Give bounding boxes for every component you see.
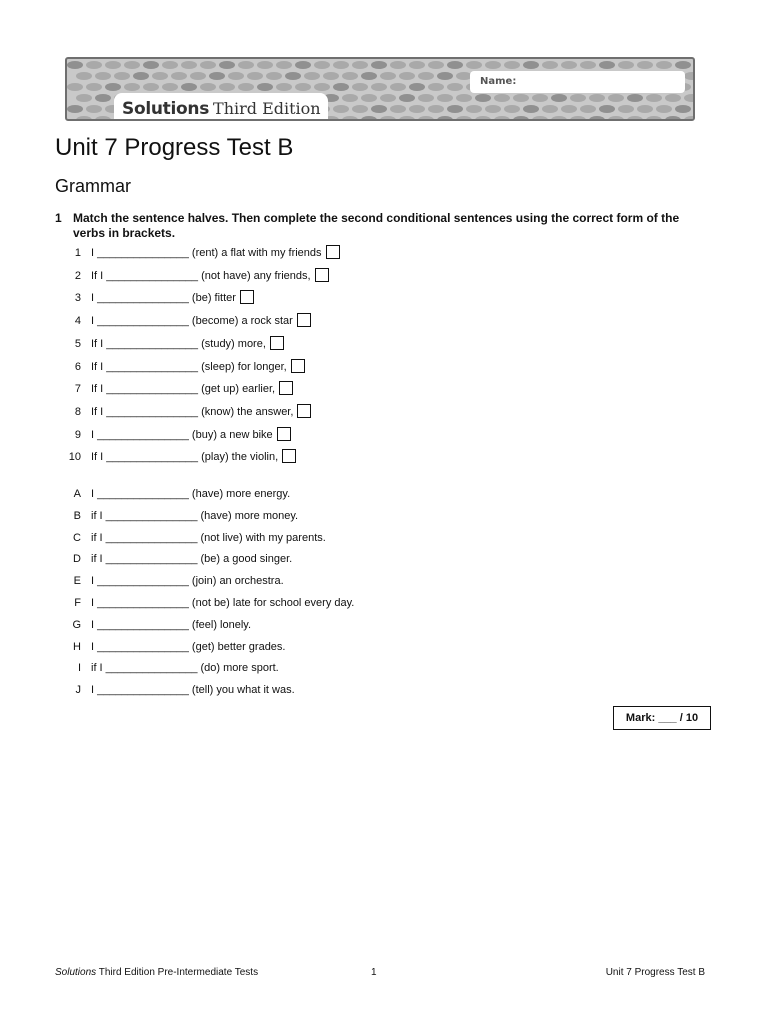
pattern-oval (390, 105, 406, 113)
item-label: 4 (74, 315, 81, 328)
item-text (91, 550, 292, 568)
pattern-oval (380, 116, 396, 121)
pattern-oval (494, 94, 510, 102)
pattern-oval (76, 116, 92, 121)
pattern-oval (399, 116, 415, 121)
answer-checkbox[interactable] (279, 381, 293, 395)
pattern-oval (86, 83, 102, 91)
answer-checkbox[interactable] (297, 313, 311, 327)
pattern-oval (570, 94, 586, 102)
item-text (91, 529, 326, 547)
pattern-oval (228, 72, 244, 80)
pattern-oval (200, 61, 216, 69)
pattern-oval (143, 83, 159, 91)
pattern-oval (599, 61, 615, 69)
pattern-oval (570, 116, 586, 121)
pattern-oval (162, 83, 178, 91)
pattern-oval (295, 61, 311, 69)
pattern-oval (200, 83, 216, 91)
pattern-oval (532, 94, 548, 102)
pattern-oval (656, 105, 672, 113)
item-label: 5 (74, 337, 81, 350)
item-label: F (74, 597, 81, 609)
pattern-oval (276, 83, 292, 91)
sentence-text: I _______________ (be) fitter (91, 292, 236, 305)
item-text (91, 681, 295, 699)
item-text (91, 448, 296, 466)
pattern-oval (105, 83, 121, 91)
pattern-oval (238, 61, 254, 69)
item-label: D (73, 553, 81, 566)
item-text (91, 594, 354, 612)
pattern-oval (523, 105, 539, 113)
pattern-oval (95, 72, 111, 80)
pattern-oval (219, 61, 235, 69)
pattern-oval (447, 61, 463, 69)
sentence-text: I _______________ (join) an orchestra. (91, 575, 284, 588)
pattern-oval (352, 83, 368, 91)
pattern-oval (627, 116, 643, 121)
pattern-oval (675, 61, 691, 69)
pattern-oval (694, 105, 695, 113)
pattern-oval (333, 61, 349, 69)
pattern-oval (209, 72, 225, 80)
pattern-oval (551, 94, 567, 102)
pattern-oval (409, 83, 425, 91)
sentence-text: If I _______________ (play) the violin, (91, 451, 279, 464)
name-field[interactable] (470, 71, 685, 93)
pattern-oval (665, 116, 681, 121)
pattern-oval (580, 105, 596, 113)
pattern-oval (694, 61, 695, 69)
pattern-oval (608, 94, 624, 102)
pattern-oval (371, 61, 387, 69)
pattern-oval (181, 83, 197, 91)
sentence-text: if I _______________ (have) more money. (91, 509, 299, 522)
sentence-text: If I _______________ (sleep) for longer, (91, 360, 287, 373)
item-text (91, 289, 254, 307)
item-label: A (73, 488, 81, 500)
pattern-oval (314, 61, 330, 69)
pattern-oval (399, 72, 415, 80)
pattern-oval (133, 72, 149, 80)
pattern-oval (437, 94, 453, 102)
pattern-oval (466, 61, 482, 69)
pattern-oval (580, 61, 596, 69)
section-heading: Grammar (55, 176, 131, 196)
pattern-oval (342, 72, 358, 80)
name-label: Name: (480, 76, 517, 87)
pattern-oval (361, 72, 377, 80)
pattern-oval (599, 105, 615, 113)
item-label: 2 (74, 269, 81, 282)
pattern-oval (86, 61, 102, 69)
item-text (91, 380, 293, 398)
pattern-oval (152, 72, 168, 80)
item-label: 7 (74, 383, 81, 396)
pattern-oval (646, 116, 662, 121)
pattern-oval (95, 94, 111, 102)
pattern-oval (523, 61, 539, 69)
pattern-oval (171, 72, 187, 80)
answer-checkbox[interactable] (291, 359, 305, 373)
item-label: 10 (68, 451, 81, 464)
pattern-oval (684, 94, 695, 102)
pattern-oval (646, 94, 662, 102)
pattern-oval (428, 105, 444, 113)
pattern-oval (266, 72, 282, 80)
item-text (91, 638, 285, 656)
sentence-text: if I _______________ (be) a good singer. (91, 553, 293, 566)
pattern-oval (561, 105, 577, 113)
pattern-oval (124, 83, 140, 91)
pattern-oval (181, 61, 197, 69)
pattern-oval (361, 116, 377, 121)
pattern-oval (333, 83, 349, 91)
pattern-oval (295, 83, 311, 91)
pattern-oval (257, 83, 273, 91)
pattern-oval (238, 83, 254, 91)
pattern-oval (352, 105, 368, 113)
item-label: 9 (74, 428, 81, 441)
item-label: H (73, 640, 81, 653)
pattern-oval (428, 61, 444, 69)
pattern-oval (399, 94, 415, 102)
pattern-oval (162, 61, 178, 69)
pattern-oval (76, 94, 92, 102)
pattern-oval (323, 72, 339, 80)
pattern-oval (589, 94, 605, 102)
pattern-oval (390, 61, 406, 69)
sentence-text: I _______________ (become) a rock star (91, 315, 293, 328)
pattern-oval (124, 61, 140, 69)
pattern-oval (684, 116, 695, 121)
item-text (91, 335, 284, 353)
pattern-oval (342, 94, 358, 102)
pattern-oval (380, 72, 396, 80)
pattern-oval (561, 61, 577, 69)
question-instruction: Match the sentence halves. Then complete the second conditional sentences using the correct form of the verbs in brackets. (73, 211, 680, 240)
answer-checkbox[interactable] (297, 404, 311, 418)
pattern-oval (542, 105, 558, 113)
pattern-oval (542, 61, 558, 69)
brand-logo (114, 93, 328, 121)
pattern-oval (485, 105, 501, 113)
item-text (91, 616, 251, 634)
page-title: Unit 7 Progress Test B (55, 134, 294, 161)
pattern-oval (608, 116, 624, 121)
item-label: I (77, 662, 81, 675)
pattern-oval (485, 61, 501, 69)
pattern-oval (637, 105, 653, 113)
pattern-oval (219, 83, 235, 91)
pattern-oval (333, 105, 349, 113)
pattern-oval (466, 105, 482, 113)
item-text (91, 507, 298, 525)
item-label: G (72, 618, 81, 631)
sentence-text: if I _______________ (do) more sport. (91, 662, 279, 675)
pattern-oval (67, 61, 83, 69)
pattern-oval (618, 105, 634, 113)
sentence-text: I _______________ (not be) late for school every day. (91, 597, 355, 609)
sentence-text: If I _______________ (study) more, (91, 337, 266, 350)
sentence-text: I _______________ (tell) you what it was. (91, 684, 295, 697)
item-label: 8 (74, 405, 81, 418)
item-label: 6 (74, 360, 81, 373)
pattern-oval (409, 61, 425, 69)
pattern-oval (285, 72, 301, 80)
sentence-text: I _______________ (have) more energy. (91, 488, 291, 500)
question-number: 1 (55, 211, 62, 225)
pattern-oval (665, 94, 681, 102)
item-text (91, 267, 329, 285)
footer-book: Third Edition Pre-Intermediate Tests (96, 967, 259, 978)
answer-checkbox[interactable] (315, 268, 329, 282)
header-banner (65, 57, 695, 121)
pattern-oval (589, 116, 605, 121)
answer-checkbox[interactable] (270, 336, 284, 350)
item-label: E (73, 575, 81, 588)
item-label: 3 (74, 292, 81, 305)
sentence-text: I _______________ (buy) a new bike (91, 428, 273, 441)
sentence-text: If I _______________ (get up) earlier, (91, 383, 276, 396)
brand-name: Solutions (122, 99, 210, 119)
pattern-oval (428, 83, 444, 91)
pattern-oval (314, 83, 330, 91)
pattern-oval (352, 61, 368, 69)
pattern-oval (86, 105, 102, 113)
pattern-oval (447, 105, 463, 113)
pattern-oval (67, 105, 83, 113)
pattern-oval (67, 83, 83, 91)
pattern-oval (456, 116, 472, 121)
item-text (91, 244, 340, 262)
pattern-oval (694, 83, 695, 91)
item-text (91, 485, 290, 503)
footer-left (55, 967, 258, 978)
sentence-text: if I _______________ (not live) with my parents. (91, 531, 326, 544)
pattern-oval (637, 61, 653, 69)
sentence-text: I _______________ (feel) lonely. (91, 618, 252, 631)
item-label: B (73, 509, 81, 522)
pattern-oval (380, 94, 396, 102)
sentence-text: I _______________ (get) better grades. (91, 640, 286, 653)
sentence-text: I _______________ (rent) a flat with my friends (91, 247, 322, 259)
pattern-oval (618, 61, 634, 69)
pattern-oval (418, 94, 434, 102)
sentence-text: If I _______________ (know) the answer, (91, 405, 294, 418)
pattern-oval (494, 116, 510, 121)
pattern-oval (361, 94, 377, 102)
pattern-oval (551, 116, 567, 121)
pattern-oval (105, 61, 121, 69)
pattern-oval (418, 116, 434, 121)
pattern-oval (675, 105, 691, 113)
pattern-oval (114, 72, 130, 80)
pattern-oval (447, 83, 463, 91)
footer-page-number: 1 (371, 967, 377, 978)
answer-checkbox[interactable] (282, 449, 296, 463)
pattern-oval (95, 116, 111, 121)
item-label: 1 (74, 247, 81, 259)
item-label: C (73, 531, 81, 544)
pattern-oval (371, 83, 387, 91)
pattern-oval (475, 116, 491, 121)
pattern-oval (532, 116, 548, 121)
item-text (91, 312, 311, 330)
pattern-oval (247, 72, 263, 80)
pattern-oval (276, 61, 292, 69)
pattern-oval (390, 83, 406, 91)
sentence-text: If I _______________ (not have) any friends, (91, 269, 311, 282)
pattern-oval (76, 72, 92, 80)
pattern-oval (513, 94, 529, 102)
answer-checkbox[interactable] (277, 427, 291, 441)
item-text (91, 659, 279, 677)
pattern-oval (627, 94, 643, 102)
pattern-oval (504, 105, 520, 113)
pattern-oval (418, 72, 434, 80)
pattern-oval (190, 72, 206, 80)
pattern-oval (475, 94, 491, 102)
footer-series: Solutions (55, 967, 97, 978)
pattern-oval (513, 116, 529, 121)
pattern-oval (304, 72, 320, 80)
pattern-oval (342, 116, 358, 121)
footer-right: Unit 7 Progress Test B (605, 967, 705, 978)
answer-checkbox[interactable] (240, 290, 254, 304)
pattern-oval (143, 61, 159, 69)
mark-box: Mark: ___ / 10 (613, 706, 711, 730)
pattern-oval (504, 61, 520, 69)
pattern-oval (257, 61, 273, 69)
item-text (91, 426, 291, 444)
pattern-oval (684, 72, 695, 80)
item-text (91, 403, 311, 421)
pattern-oval (371, 105, 387, 113)
brand-edition: Third Edition (213, 99, 321, 118)
item-text (91, 358, 305, 376)
item-text (91, 572, 284, 590)
item-label: J (75, 684, 81, 697)
pattern-oval (656, 61, 672, 69)
pattern-oval (437, 116, 453, 121)
answer-checkbox[interactable] (326, 245, 340, 259)
pattern-oval (409, 105, 425, 113)
pattern-oval (456, 94, 472, 102)
pattern-oval (437, 72, 453, 80)
